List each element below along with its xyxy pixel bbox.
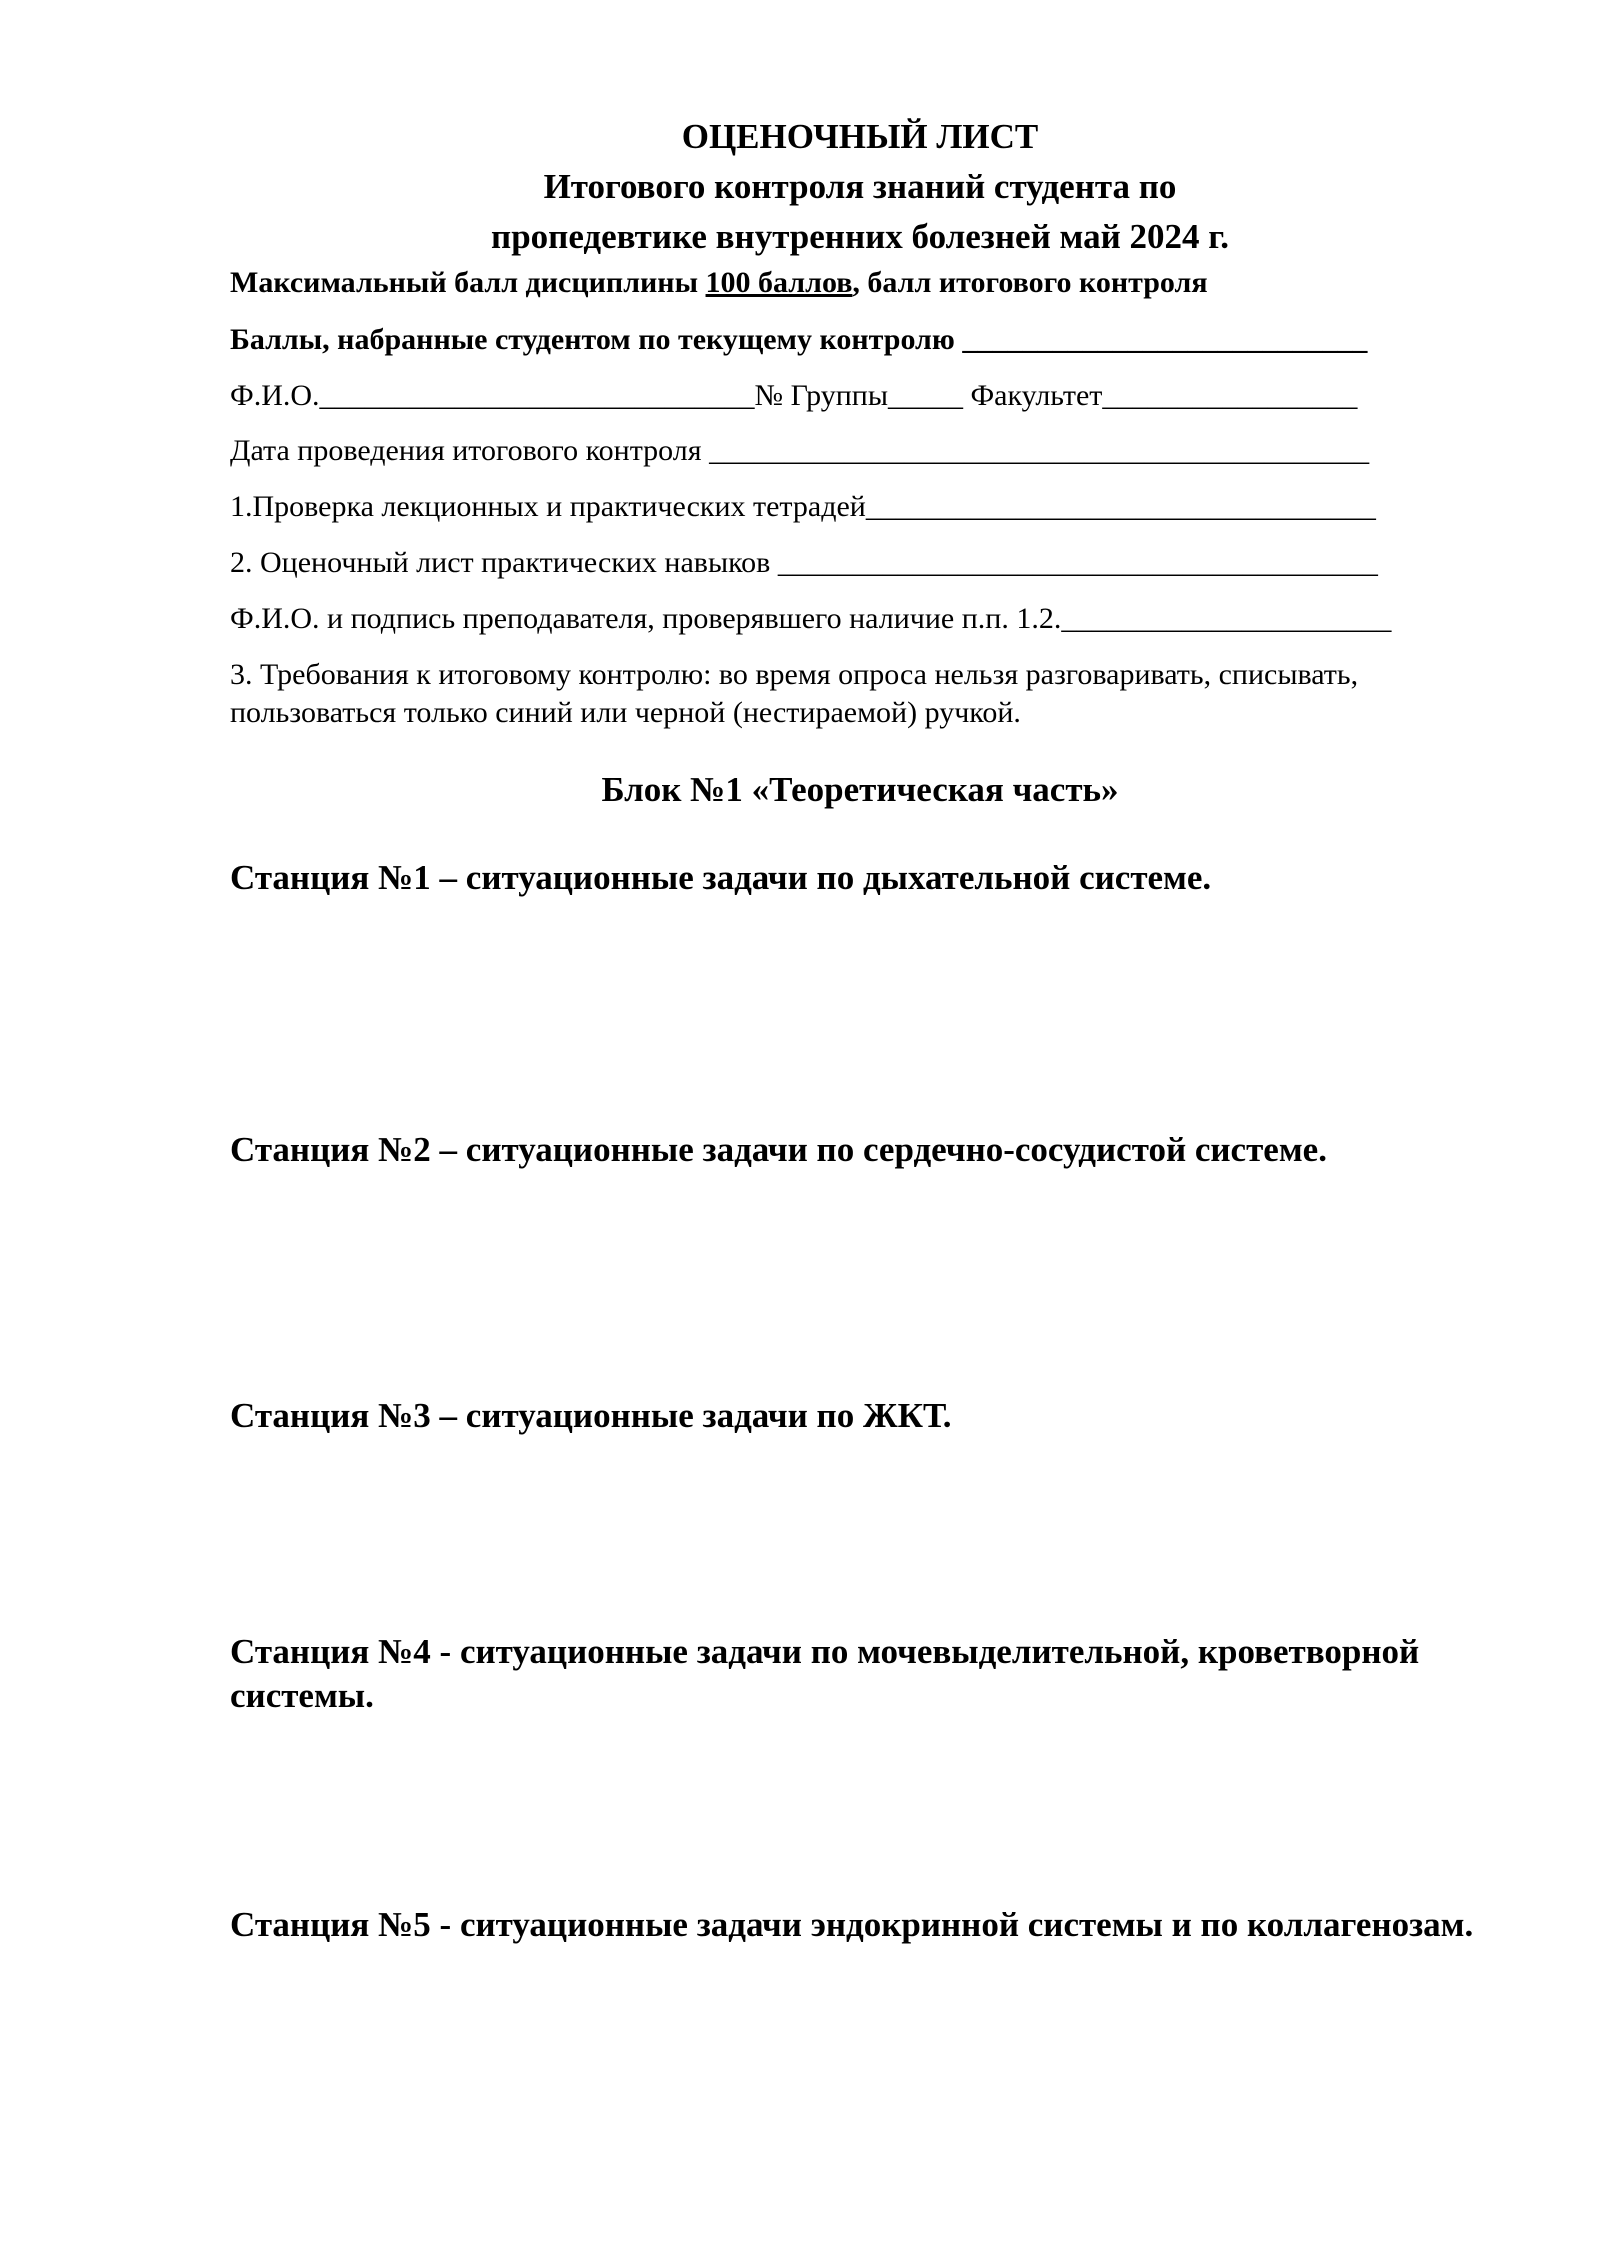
item2-label: 2. Оценочный лист практических навыков [230,546,778,579]
teacher-label: Ф.И.О. и подпись преподавателя, проверявшего наличие п.п. 1.2. [230,602,1062,635]
current-control-label: Баллы, набранные студентом по текущему контролю [230,323,963,356]
student-info-line [230,377,1357,415]
max-score-prefix: Максимальный балл дисциплины [230,266,706,299]
station-4: Станция №4 - ситуационные задачи по мочевыделительной, кроветворной системы. [230,1632,1420,1715]
item2-line [230,544,1378,582]
station-2: Станция №2 – ситуационные задачи по сердечно-сосудистой системе. [230,1130,1327,1169]
current-control-blank: ___________________________ [962,323,1368,356]
max-score-value: 100 баллов [705,266,853,299]
item2-blank: ________________________________________ [777,546,1378,579]
fio-blank: _____________________________ [319,379,755,412]
document-subtitle-line2: пропедевтике внутренних болезней май 2024 г. [491,217,1229,256]
teacher-line [230,600,1391,638]
document-header [230,112,1490,262]
station-5: Станция №5 - ситуационные задачи эндокринной системы и по коллагенозам. [230,1905,1474,1944]
station-1: Станция №1 – ситуационные задачи по дыхательной системе. [230,858,1212,897]
item1-line [230,488,1376,526]
teacher-blank: ______________________ [1061,602,1392,635]
item1-label: 1.Проверка лекционных и практических тетрадей [230,490,866,523]
group-label: № Группы [754,379,888,412]
current-control-line [230,321,1367,359]
max-score-suffix: , балл итогового контроля [852,266,1208,299]
exam-date-label: Дата проведения итогового контроля [230,434,710,467]
exam-date-line [230,432,1369,470]
exam-date-blank: ____________________________________________ [709,434,1370,467]
max-score-line [230,264,1208,302]
fio-label: Ф.И.О. [230,379,320,412]
requirements-paragraph: 3. Требования к итоговому контролю: во время опроса нельзя разговаривать, списывать, пользоваться только синий или черной (нестираемой) ручкой. [230,658,1359,729]
faculty-blank: _________________ [1102,379,1358,412]
document-title: ОЦЕНОЧНЫЙ ЛИСТ [681,117,1039,156]
document-subtitle-line1: Итогового контроля знаний студента по [543,167,1177,206]
block1-title: Блок №1 «Теоретическая часть» [601,770,1119,809]
station-3: Станция №3 – ситуационные задачи по ЖКТ. [230,1396,952,1435]
item1-blank: __________________________________ [865,490,1376,523]
faculty-label: Факультет [970,379,1103,412]
group-blank: _____ [887,379,971,412]
